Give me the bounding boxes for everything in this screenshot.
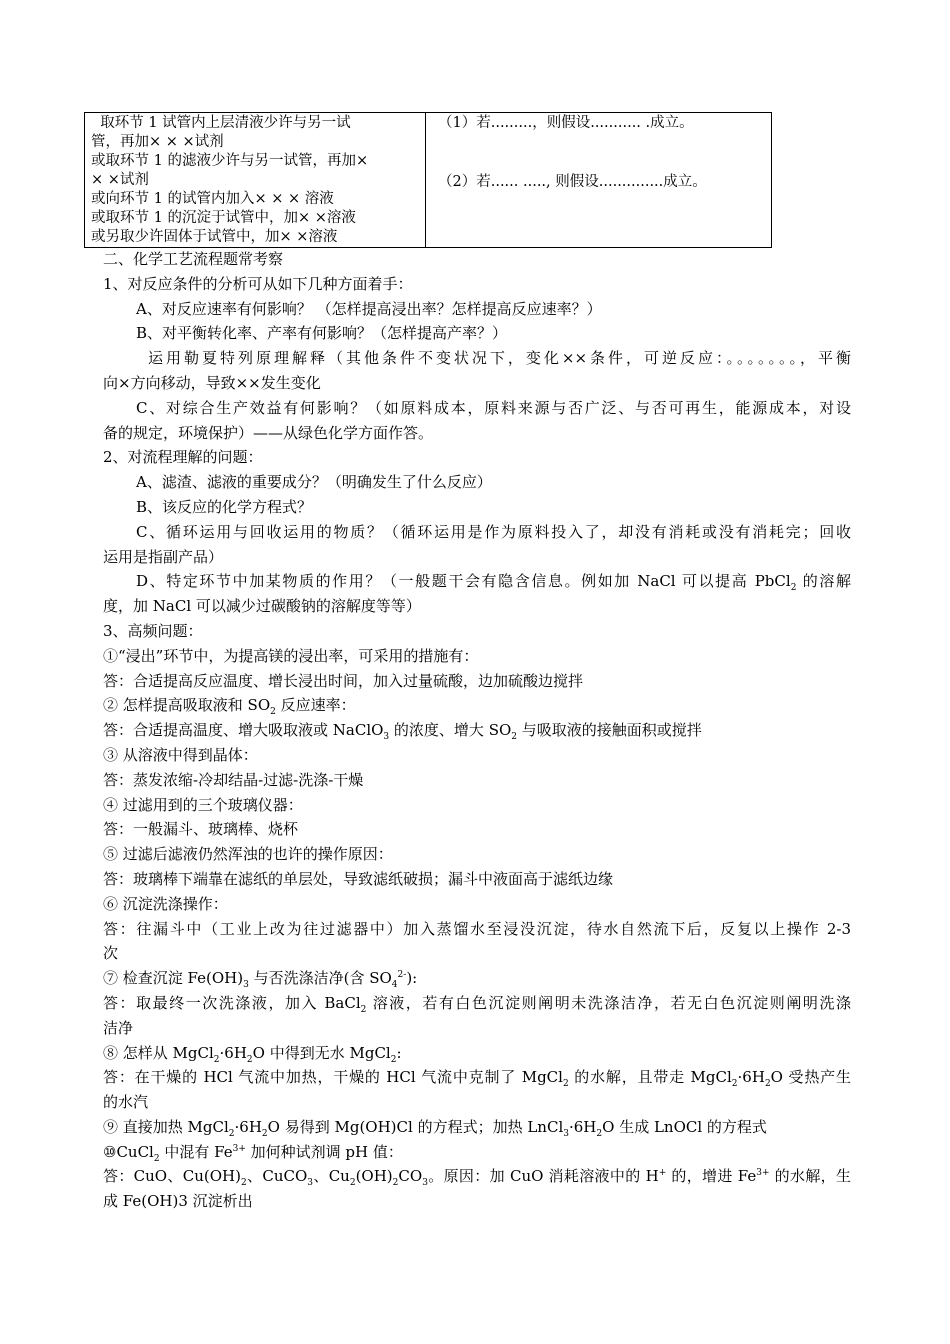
list-item: A、滤渣、滤液的重要成分？（明确发生了什么反应） — [136, 473, 492, 492]
paragraph-line: 备的规定，环境保护）——从绿色化学方面作答。 — [103, 423, 434, 442]
list-item: C、循环运用与回收运用的物质？（循环运用是作为原料投入了，却没有消耗或没有消耗完；回收 — [136, 522, 851, 541]
list-item: D、特定环节中加某物质的作用？（一般题干会有隐含信息。例如加 NaCl 可以提高 PbCl$_2$ 的溶解 — [136, 572, 851, 594]
question: ⑤ 过滤后滤液仍然浑浊的也许的操作原因： — [103, 845, 393, 864]
operation-line: 或向环节 1 的试管内加入× × × 溶液 — [91, 191, 334, 207]
operation-line: × ×试剂 — [91, 172, 149, 188]
answer-continued: 次 — [103, 944, 119, 963]
answer: 答：CuO、$Cu(OH)_2$、CuCO$_3$、$Cu_2(OH)_2CO_3$。原因：加 CuO 消耗溶液中的 H+ 的，增进 $Fe^{3+}$ 的水解，生 — [103, 1167, 851, 1189]
answer-continued: 成 Fe(OH)3 沉淀析出 — [103, 1192, 253, 1211]
subsection-title: 3、高频问题： — [103, 621, 203, 640]
answer: 答：蒸发浓缩-冷却结晶-过滤-洗涤-干燥 — [103, 770, 364, 789]
question: ④ 过滤用到的三个玻璃仪器： — [103, 795, 303, 814]
question: ③ 从溶液中得到晶体： — [103, 745, 258, 764]
list-item: C、对综合生产效益有何影响？（如原料成本，原料来源与否广泛、与否可再生，能源成本，对设 — [136, 398, 851, 417]
section-heading: 二、化学工艺流程题常考察 — [103, 250, 284, 268]
answer: 答：一般漏斗、玻璃棒、烧杯 — [103, 820, 299, 839]
question: ② 怎样提高吸取液和 $SO_2$ 反应速率： — [103, 696, 356, 718]
experiment-table — [84, 112, 772, 248]
operation-line: 取环节 1 试管内上层清液少许与另一试 — [91, 115, 351, 131]
answer: 答：往漏斗中（工业上改为往过滤器中）加入蒸馏水至浸没沉淀，待水自然流下后，反复以上操作 2-3 — [103, 919, 851, 938]
answer: 答：取最终一次洗涤液，加入 BaCl$_2$ 溶液，若有白色沉淀则阐明未洗涤洁净，若无白色沉淀则阐明洗涤 — [103, 993, 851, 1015]
answer: 答：玻璃棒下端靠在滤纸的单层处，导致滤纸破损；漏斗中液面高于滤纸边缘 — [103, 869, 614, 888]
list-item: B、对平衡转化率、产率有何影响？（怎样提高产率？） — [136, 324, 508, 343]
paragraph-line: 运用勒夏特列原理解释（其他条件不变状况下，变化××条件，可逆反应：。。。。。。。，平衡 — [148, 349, 851, 368]
question: ⑩CuCl$_2$ 中混有 $Fe^{3+}$ 加何种试剂调 pH 值： — [103, 1142, 403, 1164]
paragraph-line: 运用是指副产品） — [103, 547, 224, 566]
answer-continued: 的水汽 — [103, 1093, 149, 1112]
paragraph-line: 向×方向移动，导致××发生变化 — [103, 373, 321, 392]
operation-cell — [85, 113, 426, 248]
conclusion-line-2: （2）若...... ....., 则假设..............成立。 — [438, 174, 707, 190]
operation-line: 或取环节 1 的滤液少许与另一试管，再加× — [91, 153, 369, 169]
answer: 答：合适提高反应温度、增长浸出时间，加入过量硫酸，边加硫酸边搅拌 — [103, 671, 584, 690]
question: ⑥ 沉淀洗涤操作： — [103, 894, 228, 913]
answer-continued: 洁净 — [103, 1018, 134, 1037]
subsection-title: 2、对流程理解的问题： — [103, 448, 263, 467]
question: ⑨ 直接加热 $MgCl_2\cdot 6H_2O$ 易得到 Mg(OH)Cl 的方程式；加热 $LnCl_3\cdot 6H_2O$ 生成 LnOCl 的方程式 — [103, 1117, 767, 1139]
subsection-title: 1、对反应条件的分析可从如下几种方面着手： — [103, 274, 413, 293]
conclusion-line-1: （1）若.........，则假设........... .成立。 — [438, 115, 694, 131]
table-row — [85, 113, 772, 248]
conclusion-cell — [426, 113, 772, 248]
operation-line: 或取环节 1 的沉淀于试管中，加× ×溶液 — [91, 210, 356, 226]
question: ①“浸出”环节中，为提高镁的浸出率，可采用的措施有： — [103, 646, 479, 665]
section-body — [103, 247, 851, 1214]
question: ⑦ 检查沉淀 $Fe(OH)_3$ 与否洗涤洁净(含 $SO_4^{2-}$): — [103, 969, 418, 991]
operation-line: 管，再加× × ×试剂 — [91, 134, 224, 150]
list-item: B、该反应的化学方程式？ — [136, 497, 313, 516]
answer: 答：合适提高温度、增大吸取液或 NaClO$_3$ 的浓度、增大 $SO_2$ 与吸取液的接触面积或搅拌 — [103, 721, 702, 743]
answer: 答：在干燥的 HCl 气流中加热，干燥的 HCl 气流中克制了 MgCl$_2$ 的水解，且带走 $MgCl_2\cdot 6H_2O$ 受热产生 — [103, 1068, 851, 1090]
paragraph-line: 度，加 NaCl 可以减少过碳酸钠的溶解度等等） — [103, 597, 421, 616]
list-item: A、对反应速率有何影响？ （怎样提高浸出率？怎样提高反应速率？） — [136, 299, 602, 318]
question: ⑧ 怎样从 $MgCl_2\cdot 6H_2O$ 中得到无水 MgCl$_2$: — [103, 1043, 402, 1065]
operation-line: 或另取少许固体于试管中，加× ×溶液 — [91, 229, 338, 245]
